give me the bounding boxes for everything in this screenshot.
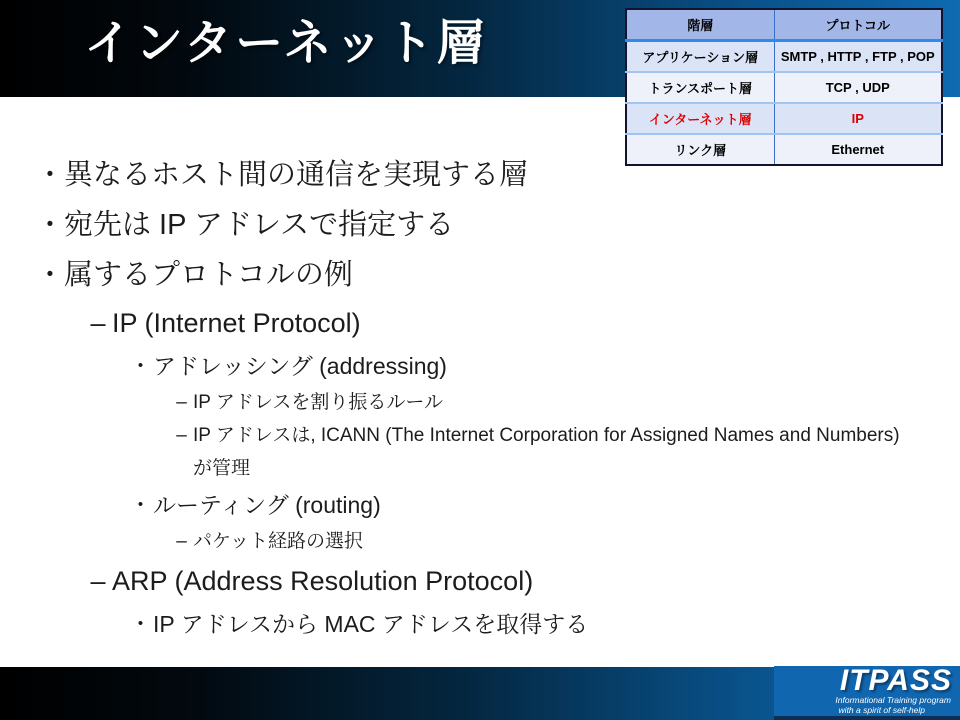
bullet-item: [0, 250, 960, 300]
table-header-layer: 階層: [626, 9, 774, 41]
dash-marker: –: [176, 531, 187, 552]
bullet-marker: •: [46, 164, 54, 185]
protocol-cell: IP: [774, 103, 942, 134]
table-row: [626, 41, 942, 73]
table-row: [626, 72, 942, 103]
bullet-item: [0, 150, 960, 200]
bullet-text: 属するプロトコルの例: [64, 259, 353, 291]
bullet-item: [0, 485, 960, 525]
dash-marker: –: [176, 425, 187, 446]
bullet-text: アドレッシング (addressing): [153, 353, 447, 379]
protocol-layer-table: [625, 8, 943, 166]
table-header-protocol: プロトコル: [774, 9, 942, 41]
bullet-item: [0, 558, 960, 604]
dash-marker: –: [90, 566, 106, 596]
layer-cell: インターネット層: [626, 103, 774, 134]
dash-marker: –: [90, 308, 106, 338]
itpass-logo-title: ITPASS: [839, 664, 952, 697]
protocol-cell: SMTP , HTTP , FTP , POP: [774, 41, 942, 73]
bullet-text: パケット経路の選択: [193, 531, 364, 552]
itpass-logo: [774, 666, 960, 720]
bullet-item: [0, 200, 960, 250]
bullet-marker: •: [46, 264, 54, 285]
layer-cell: アプリケーション層: [626, 41, 774, 73]
bullet-text: IP アドレスを割り振るルール: [193, 392, 443, 413]
table-row-highlighted: [626, 103, 942, 134]
layer-cell: トランスポート層: [626, 72, 774, 103]
page-title: インターネット層: [84, 17, 488, 70]
bullet-marker: •: [137, 357, 144, 374]
protocol-cell: Ethernet: [774, 134, 942, 165]
itpass-logo-subtitle: Informational Training program: [835, 695, 951, 705]
bullet-text: ARP (Address Resolution Protocol): [112, 566, 534, 596]
bullet-text: IP アドレスから MAC アドレスを取得する: [153, 611, 589, 637]
bullet-item: [0, 419, 960, 485]
bullet-marker: •: [137, 496, 144, 513]
table-header-row: [626, 9, 942, 41]
itpass-logo-tagline: with a spirit of self-help: [838, 705, 925, 715]
bullet-text: 宛先は IP アドレスで指定する: [64, 209, 455, 241]
bullet-item: [0, 386, 960, 419]
bullet-text: 異なるホスト間の通信を実現する層: [64, 159, 529, 191]
bullet-item: [0, 300, 960, 346]
bullet-item: [0, 604, 960, 644]
bullet-text: IP アドレスは, ICANN (The Internet Corporation for Assigned Names and Numbers) が管理: [193, 425, 900, 479]
bullet-item: [0, 346, 960, 386]
bullet-marker: •: [137, 615, 144, 632]
dash-marker: –: [176, 392, 187, 413]
bullet-marker: •: [46, 214, 54, 235]
bullet-text: IP (Internet Protocol): [112, 308, 361, 338]
bullet-item: [0, 525, 960, 558]
bullet-list: [0, 150, 960, 644]
bullet-text: ルーティング (routing): [153, 492, 381, 518]
layer-cell: リンク層: [626, 134, 774, 165]
protocol-cell: TCP , UDP: [774, 72, 942, 103]
